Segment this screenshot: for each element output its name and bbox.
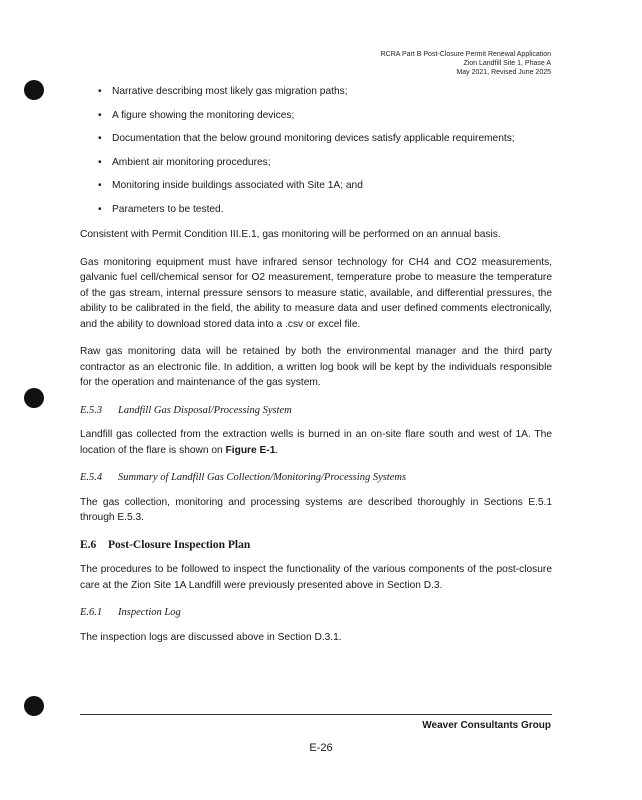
heading-title: Inspection Log [118, 607, 181, 618]
paragraph-inspection-plan: The procedures to be followed to inspect the functionality of the various components of the post-closure care at the Zion Site 1A Landfill were previously presented above in Section D.3. [80, 564, 552, 591]
heading-number: E.5.4 [80, 472, 103, 483]
requirements-list [80, 84, 552, 217]
paragraph-flare [80, 427, 552, 458]
page-number: E-26 [309, 742, 333, 754]
punch-hole-middle [24, 388, 44, 408]
heading-number: E.6.1 [80, 607, 103, 618]
heading-number: E.6 [80, 538, 97, 551]
list-item: • Ambient air monitoring procedures; [80, 155, 552, 171]
heading-e61 [80, 605, 552, 621]
paragraph-text: Landfill gas collected from the extraction wells is burned in an on-site flare south and west of 1A. The location of the flare is shown on [80, 429, 552, 456]
heading-e6 [80, 538, 552, 554]
heading-title: Post-Closure Inspection Plan [108, 538, 251, 551]
list-item: • Parameters to be tested. [80, 202, 552, 218]
list-item: • Narrative describing most likely gas migration paths; [80, 84, 552, 100]
paragraph-inspection-log: The inspection logs are discussed above in Section D.3.1. [80, 631, 342, 643]
list-item: • Monitoring inside buildings associated with Site 1A; and [80, 178, 552, 194]
footer-divider [80, 714, 552, 715]
list-item: • Documentation that the below ground monitoring devices satisfy applicable requirements; [80, 131, 552, 147]
punch-hole-top [24, 80, 44, 100]
footer-company: Weaver Consultants Group [422, 720, 551, 731]
paragraph-data-retention: Raw gas monitoring data will be retained by both the environmental manager and the third party contractor as an electronic file. In addition, a written log book will be kept by the individuals responsible for the operation and maintenance of the gas system. [80, 346, 552, 388]
punch-hole-bottom [24, 696, 44, 716]
page-header [381, 50, 551, 77]
header-site: Zion Landfill Site 1, Phase A [463, 60, 551, 67]
paragraph-monitoring-frequency: Consistent with Permit Condition III.E.1, gas monitoring will be performed on an annual basis. [80, 229, 501, 240]
paragraph-systems-summary: The gas collection, monitoring and processing systems are described thoroughly in Sections E.5.1 through E.5.3. [80, 496, 552, 523]
paragraph-text: . [275, 444, 279, 456]
heading-e54 [80, 470, 552, 486]
list-item: • A figure showing the monitoring devices; [80, 108, 552, 124]
heading-e53 [80, 403, 552, 419]
document-body [80, 84, 552, 657]
heading-title: Summary of Landfill Gas Collection/Monitoring/Processing Systems [118, 472, 407, 483]
heading-number: E.5.3 [80, 404, 103, 416]
header-title: RCRA Part B Post-Closure Permit Renewal Application [380, 51, 551, 58]
paragraph-equipment: Gas monitoring equipment must have infrared sensor technology for CH4 and CO2 measurements, galvanic fuel cell/chemical sensor for O2 measurement, temperature probe to measure the temperature of the gas stream, internal pressure sensors to measure static, available, and differential pressures, the ability to be calibrated in the field, the ability to measure data and user defined comments electronically, and the ability to download stored data into a .csv or excel file. [80, 256, 552, 330]
header-date: May 2021, Revised June 2025 [456, 69, 551, 76]
heading-title: Landfill Gas Disposal/Processing System [118, 404, 292, 416]
figure-reference: Figure E-1 [225, 444, 276, 456]
